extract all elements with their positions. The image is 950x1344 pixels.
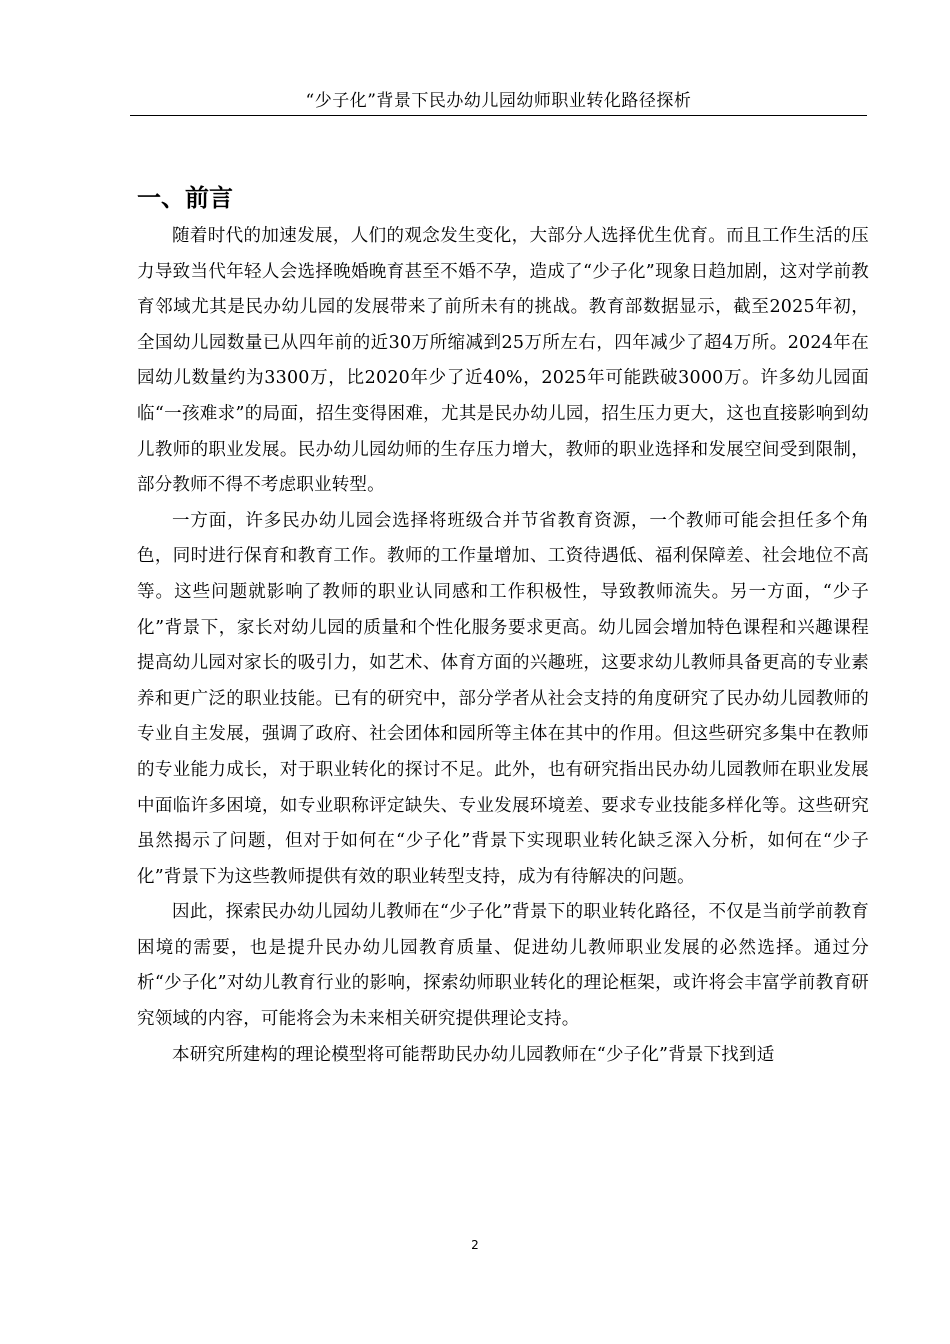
paragraph-1: 随着时代的加速发展，人们的观念发生变化，大部分人选择优生优育。而且工作生活的压力导致当代年轻人会选择晚婚晚育甚至不婚不孕，造成了“少子化”现象日趋加剧，这对学前教育邻域尤其是民办幼儿园的发展带来了前所未有的挑战。教育部数据显示，截至2025年初，全国幼儿园数量已从四年前的近30万所缩减到25万所左右，四年减少了超4万所。2024年在园幼儿数量约为3300万，比2020年少了近40%，2025年可能跌破3000万。许多幼儿园面临“一孩难求”的局面，招生变得困难，尤其是民办幼儿园，招生压力更大，这也直接影响到幼儿教师的职业发展。民办幼儿园幼师的生存压力增大，教师的职业选择和发展空间受到限制，部分教师不得不考虑职业转型。 (137, 226, 869, 496)
paragraph-2: 一方面，许多民办幼儿园会选择将班级合并节省教育资源，一个教师可能会担任多个角色，同时进行保育和教育工作。教师的工作量增加、工资待遇低、福利保障差、社会地位不高等。这些问题就影响了教师的职业认同感和工作积极性，导致教师流失。另一方面，“少子化”背景下，家长对幼儿园的质量和个性化服务要求更高。幼儿园会增加特色课程和兴趣课程提高幼儿园对家长的吸引力，如艺术、体育方面的兴趣班，这要求幼儿教师具备更高的专业素养和更广泛的职业技能。已有的研究中，部分学者从社会支持的角度研究了民办幼儿园教师的专业自主发展，强调了政府、社会团体和园所等主体在其中的作用。但这些研究多集中在教师的专业能力成长，对于职业转化的探讨不足。此外，也有研究指出民办幼儿园教师在职业发展中面临许多困境，如专业职称评定缺失、专业发展环境差、要求专业技能多样化等。这些研究虽然揭示了问题，但对于如何在“少子化”背景下实现职业转化缺乏深入分析，如何在“少子化”背景下为这些教师提供有效的职业转型支持，成为有待解决的问题。 (137, 510, 869, 887)
header-rule (130, 115, 867, 116)
section-heading: 一、前言 (137, 184, 233, 212)
body-text (137, 219, 869, 1073)
paragraph-3: 因此，探索民办幼儿园幼儿教师在“少子化”背景下的职业转化路径，不仅是当前学前教育困境的需要，也是提升民办幼儿园教育质量、促进幼儿教师职业发展的必然选择。通过分析“少子化”对幼儿教育行业的影响，探索幼师职业转化的理论框架，或许将会丰富学前教育研究领域的内容，可能将会为未来相关研究提供理论支持。 (137, 902, 869, 1030)
running-header: “少子化”背景下民办幼儿园幼师职业转化路径探析 (305, 91, 692, 111)
page-number: 2 (471, 1238, 479, 1252)
paragraph-4: 本研究所建构的理论模型将可能帮助民办幼儿园教师在“少子化”背景下找到适 (172, 1044, 775, 1065)
